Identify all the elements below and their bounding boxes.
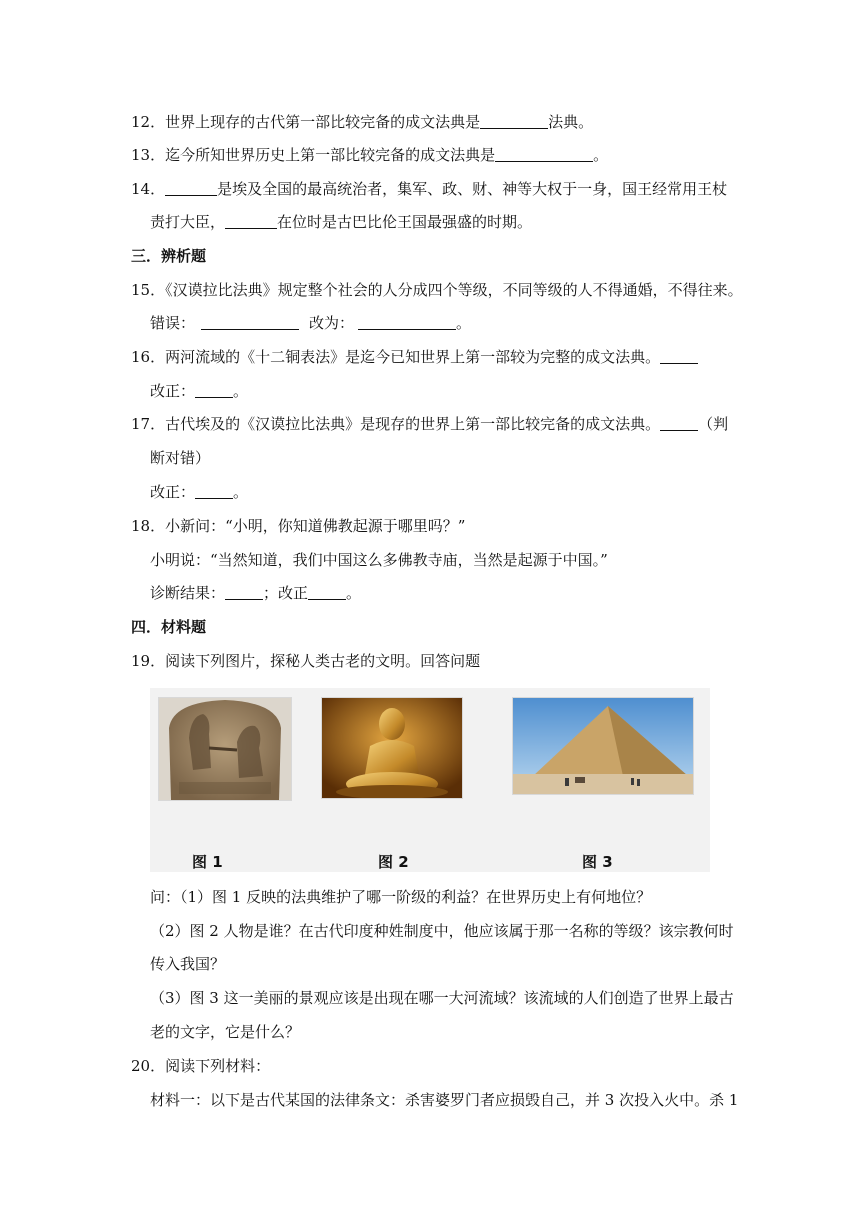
question-text: 。 [593,146,609,164]
question-19-sub3-continued: 老的文字，它是什么？ [150,1023,301,1041]
question-number: 19． [131,652,166,670]
question-15-answer [150,312,471,334]
question-18 [131,515,465,537]
buddha-image [321,697,463,799]
question-text: 古代埃及的《汉谟拉比法典》是现存的世界上第一部比较完备的成文法典。 [165,415,661,433]
pyramid-illustration [513,698,693,794]
buddha-illustration [322,698,462,798]
question-text: 在位时是古巴比伦王国最强盛的时期。 [277,213,533,231]
question-text: 小新问：“小明，你知道佛教起源于哪里吗？” [165,517,466,535]
question-14 [131,178,727,200]
question-20-material-1: 材料一：以下是古代某国的法律条文：杀害婆罗门者应损毁自己，并 3 次投入火中。杀 1 [150,1091,739,1109]
section-title: 三．辨析题 [131,247,207,265]
question-text: 迄今所知世界历史上第一部比较完备的成文法典是 [165,146,496,164]
question-text: 阅读下列材料： [165,1057,271,1075]
question-number: 13． [131,146,166,164]
answer-label: 改正： [150,483,196,501]
answer-blank[interactable] [225,213,277,229]
question-text: 。 [233,483,249,501]
question-15 [131,279,743,301]
answer-blank[interactable] [225,584,263,600]
question-19-sub3: （3）图 3 这一美丽的景观应该是出现在哪一大河流域？该流域的人们创造了世界上最古 [150,989,734,1007]
answer-blank[interactable] [308,584,346,600]
figure-1-caption: 图 1 [192,853,223,871]
answer-blank[interactable] [480,113,548,129]
answer-label: 改正： [150,382,196,400]
answer-label: 错误： [150,314,196,332]
question-14-continued [150,211,532,233]
question-number: 17． [131,415,166,433]
stele-illustration [159,698,291,800]
question-18-answer [150,582,361,604]
answer-blank[interactable] [195,483,233,499]
question-16 [131,346,698,368]
section-title: 四．材料题 [131,618,207,636]
figure-3-caption: 图 3 [582,853,613,871]
question-19-sub2: （2）图 2 人物是谁？在古代印度种姓制度中，他应该属于那一名称的等级？该宗教何时 [150,922,734,940]
question-17 [131,413,728,435]
question-text: 。 [346,584,362,602]
question-18-line2: 小明说：“当然知道，我们中国这么多佛教寺庙，当然是起源于中国。” [150,551,608,569]
answer-blank[interactable] [165,180,217,196]
stele-image [158,697,292,801]
question-17-answer [150,481,248,503]
question-20 [131,1055,270,1077]
question-number: 14． [131,180,166,198]
figure-2-caption: 图 2 [378,853,409,871]
answer-blank[interactable] [195,382,233,398]
question-text: 《汉谟拉比法典》规定整个社会的人分成四个等级，不同等级的人不得通婚，不得往来。 [165,281,743,299]
question-12 [131,111,593,133]
answer-label: ；改正 [263,584,309,602]
question-number: 20． [131,1057,166,1075]
answer-blank[interactable] [201,314,299,330]
question-text: 世界上现存的古代第一部比较完备的成文法典是 [165,113,481,131]
question-19-sub1: 问：（1）图 1 反映的法典维护了哪一阶级的利益？在世界历史上有何地位？ [150,888,652,906]
answer-blank[interactable] [358,314,456,330]
question-number: 18． [131,517,166,535]
question-19-sub2-continued: 传入我国？ [150,955,226,973]
answer-label: 诊断结果： [150,584,226,602]
question-16-answer [150,380,248,402]
question-text: 。 [456,314,472,332]
question-text: 阅读下列图片，探秘人类古老的文明。回答问题 [165,652,481,670]
pyramid-image [512,697,694,795]
answer-blank[interactable] [495,146,593,162]
question-number: 12． [131,113,166,131]
question-13 [131,144,608,166]
answer-blank[interactable] [660,415,698,431]
question-text: 法典。 [548,113,594,131]
question-19 [131,650,480,672]
answer-label: 改为： [309,314,355,332]
question-text: 两河流域的《十二铜表法》是迄今已知世界上第一部较为完整的成文法典。 [165,348,661,366]
question-text: 责打大臣， [150,213,226,231]
question-number: 15． [131,281,166,299]
question-number: 16． [131,348,166,366]
answer-blank[interactable] [660,348,698,364]
question-text: 。 [233,382,249,400]
question-text: （判 [698,415,729,433]
question-17-continued: 断对错） [150,449,211,467]
question-text: 是埃及全国的最高统治者，集军、政、财、神等大权于一身，国王经常用王杖 [217,180,728,198]
